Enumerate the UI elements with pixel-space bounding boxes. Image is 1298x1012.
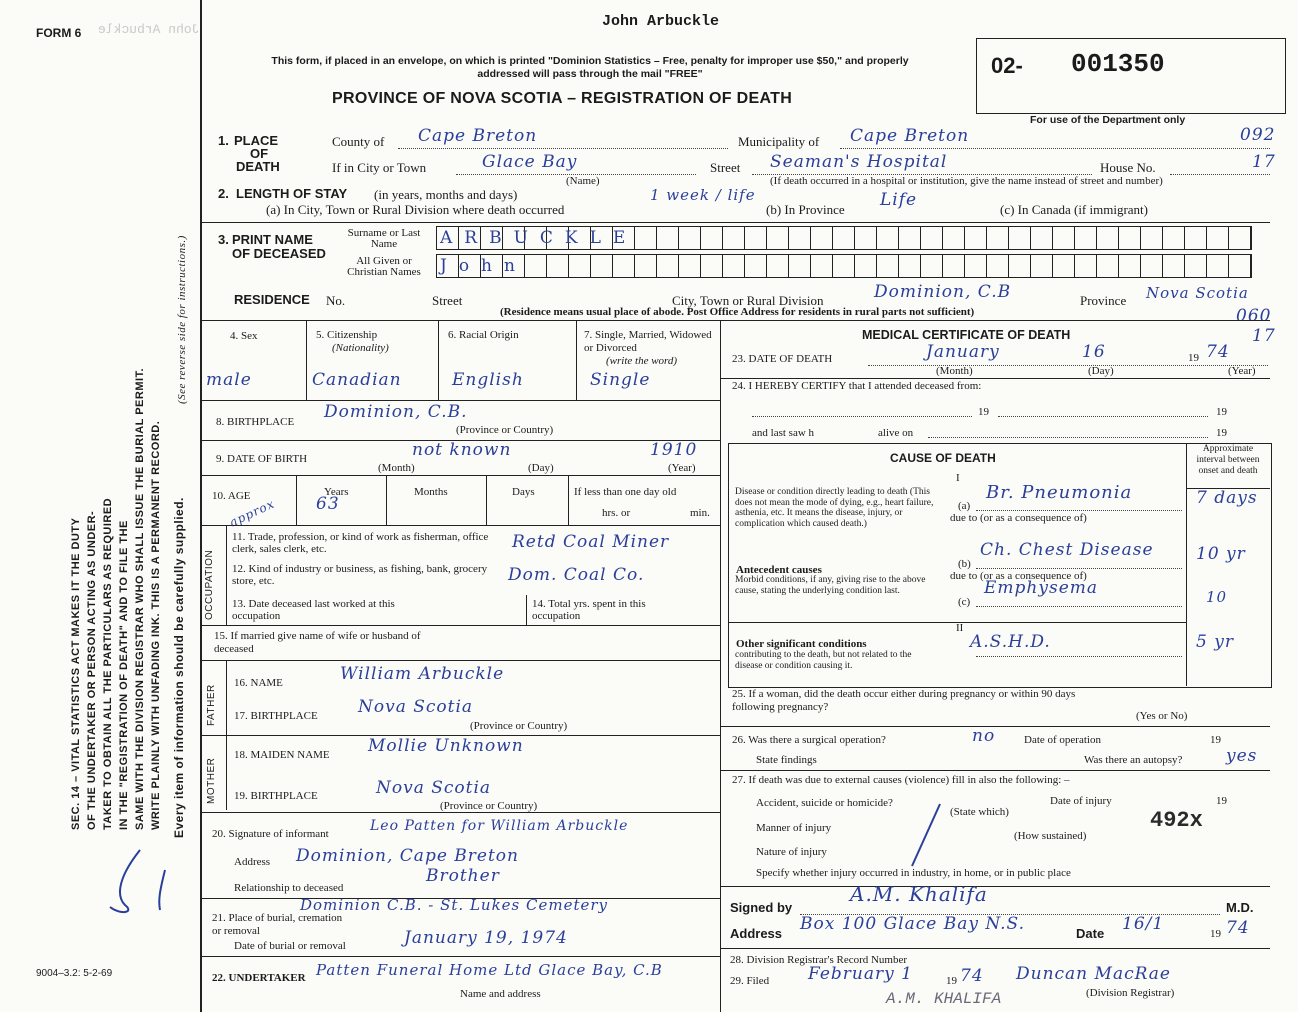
given-label: All Given or Christian Names xyxy=(347,255,421,278)
specify-label: Specify whether injury occurred in industry, in home, or in public place xyxy=(756,867,1071,879)
mother-birthplace-sub: (Province or Country) xyxy=(440,800,538,812)
citizenship-label: 5. Citizenship xyxy=(316,329,378,341)
county-value: Cape Breton xyxy=(418,126,538,146)
due-to-1: due to (or as a consequence of) xyxy=(950,512,1087,524)
place-num: 1. xyxy=(218,133,229,148)
stay-label: LENGTH OF STAY xyxy=(236,186,348,201)
address-value: Box 100 Glace Bay N.S. xyxy=(800,914,1025,934)
main-border xyxy=(200,0,202,1012)
mother-name-label: 18. MAIDEN NAME xyxy=(234,749,330,761)
instructions-note: (See reverse side for instructions.) xyxy=(176,235,188,404)
min-label: min. xyxy=(690,507,710,519)
cause-a-value: Br. Pneumonia xyxy=(986,482,1133,503)
divider xyxy=(200,525,720,526)
death-year-prefix: 19 xyxy=(1188,352,1199,364)
dob-month-sub: (Month) xyxy=(378,462,415,474)
place-label-3: DEATH xyxy=(236,159,280,174)
interval-title: Approximate interval between onset and death xyxy=(1196,444,1260,476)
reg-prefix: 02- xyxy=(991,53,1023,78)
occ-12-label: 12. Kind of industry or business, as fishing, bank, grocery store, etc. xyxy=(232,563,488,587)
occ-12-value: Dom. Coal Co. xyxy=(508,565,645,585)
col-line xyxy=(386,475,387,525)
reg-number: 001350 xyxy=(1071,49,1165,79)
place-label-2: OF xyxy=(250,146,269,161)
date-value: 16/1 xyxy=(1122,914,1165,934)
check-mark xyxy=(900,800,960,870)
col-line xyxy=(438,320,439,400)
last-saw-label: and last saw h xyxy=(752,427,815,439)
col-line xyxy=(568,475,569,525)
years-label: Years xyxy=(324,486,349,498)
dept-use-label: For use of the Department only xyxy=(1030,114,1186,126)
side-line-7: Every item of information should be carefully supplied. xyxy=(172,497,186,838)
record-number-label: 28. Division Registrar's Record Number xyxy=(730,954,908,966)
house-line xyxy=(1170,174,1270,175)
side-line-5: SAME WITH THE DIVISION REGISTRAR WHO SHALL ISSUE THE BURIAL PERMIT. xyxy=(134,367,146,830)
marital-label: 7. Single, Married, Widowed or Divorced xyxy=(584,329,712,354)
side-line-1: SEC. 14 – VITAL STATISTICS ACT MAKES IT THE DUTY xyxy=(70,517,82,830)
informant-label: 20. Signature of informant xyxy=(212,828,329,840)
injury-19: 19 xyxy=(1216,795,1227,807)
col-line xyxy=(576,320,577,400)
informant-address-label: Address xyxy=(234,856,271,868)
yes-no-sub: (Yes or No) xyxy=(1136,710,1188,722)
dob-year-sub: (Year) xyxy=(668,462,696,474)
filed-label: 29. Filed xyxy=(730,975,770,987)
undertaker-label: 22. UNDERTAKER xyxy=(212,972,306,984)
stay-sub: (in years, months and days) xyxy=(374,187,518,202)
divider xyxy=(720,770,1270,771)
cause-line xyxy=(976,510,1182,511)
col-line xyxy=(486,475,487,525)
autopsy-value: yes xyxy=(1226,746,1258,766)
undertaker-sub: Name and address xyxy=(460,988,541,1000)
given-grid xyxy=(436,254,1252,278)
alive-on-label: alive on xyxy=(878,427,914,439)
cause-a-interval: 7 days xyxy=(1196,488,1258,508)
line xyxy=(998,416,1208,417)
occ-11-value: Retd Coal Miner xyxy=(512,532,670,552)
external-causes-label: 27. If death was due to external causes (violence) fill in also the following: – xyxy=(732,774,1070,786)
antecedent-text: Morbid conditions, if any, giving rise to the above cause, stating the underlying condition last. xyxy=(735,575,926,596)
stay-a-value: 1 week / life xyxy=(650,186,756,204)
stay-c-label: (c) In Canada (if immigrant) xyxy=(1000,202,1148,217)
registration-number-box xyxy=(976,38,1286,114)
how-sustained-sub: (How sustained) xyxy=(1014,830,1087,842)
county-line xyxy=(398,148,728,149)
manner-label: Manner of injury xyxy=(756,822,832,834)
accident-label: Accident, suicide or homicide? xyxy=(756,797,893,809)
pregnancy-label: 25. If a woman, did the death occur either during pregnancy or within 90 days following pregnancy? xyxy=(732,688,1076,713)
operation-date-label: Date of operation xyxy=(1024,734,1101,746)
mother-side: MOTHER xyxy=(206,757,217,804)
divider xyxy=(200,956,720,957)
mail-notice: This form, if placed in an envelope, on which is printed "Dominion Statistics – Free, penalty for improper use $50," and properly addressed will pass through the mail "FREE" xyxy=(271,55,909,80)
form-code: 9004–3.2: 5-2-69 xyxy=(36,968,113,979)
medical-title: MEDICAL CERTIFICATE OF DEATH xyxy=(862,328,1071,342)
operation-19: 19 xyxy=(1210,734,1221,746)
col-line xyxy=(306,320,307,400)
mother-name: Mollie Unknown xyxy=(368,736,524,756)
address-label: Address xyxy=(730,926,783,941)
dob-year: 1910 xyxy=(650,440,698,460)
citizenship-value: Canadian xyxy=(312,370,402,390)
burial-place: Dominion C.B. - St. Lukes Cemetery xyxy=(300,896,608,914)
months-label: Months xyxy=(414,486,448,498)
residence-city: Dominion, C.B xyxy=(874,282,1012,302)
name-sublabel: (Name) xyxy=(566,175,600,187)
typed-name: John Arbuckle xyxy=(602,13,720,30)
surgery-label: 26. Was there a surgical operation? xyxy=(732,734,886,746)
dept-code-1: 092 xyxy=(1240,125,1276,145)
cause-line xyxy=(976,606,1182,607)
age-value: 63 xyxy=(316,494,340,514)
divider xyxy=(200,475,720,476)
death-day-sub: (Day) xyxy=(1088,365,1114,377)
name-label-2: OF DECEASED xyxy=(232,246,326,261)
side-line-6: WRITE PLAINLY WITH UNFADING INK. THIS IS A PERMANENT RECORD. xyxy=(150,420,162,830)
residence-note: (Residence means usual place of abode. Post Office Address for residents in rural parts not sufficient) xyxy=(500,306,975,318)
marital-value: Single xyxy=(590,370,651,390)
race-label: 6. Racial Origin xyxy=(448,329,519,341)
antecedent-title: Antecedent causes xyxy=(736,564,822,576)
stay-a-label: (a) In City, Town or Rural Division where death occurred xyxy=(266,202,565,217)
stay-b-value: Life xyxy=(880,190,918,210)
divider xyxy=(720,948,1270,949)
residence-street-label: Street xyxy=(432,293,463,308)
filed-19: 19 xyxy=(946,975,957,987)
other-title: Other significant conditions xyxy=(736,638,867,650)
undertaker-value: Patten Funeral Home Ltd Glace Bay, C.B xyxy=(316,961,663,979)
date-year-prefix: 19 xyxy=(1210,928,1221,940)
father-name: William Arbuckle xyxy=(340,664,505,684)
residence-province: Nova Scotia xyxy=(1146,284,1249,302)
death-month-sub: (Month) xyxy=(936,365,973,377)
less-day-label: If less than one day old xyxy=(574,486,677,498)
faded-stamp: John Arbuckle xyxy=(98,22,200,37)
cause-b-label: (b) xyxy=(958,558,971,570)
informant-signature: Leo Patten for William Arbuckle xyxy=(370,818,629,834)
age-label: 10. AGE xyxy=(212,490,251,502)
side-line-3: TAKER TO OBTAIN ALL THE PARTICULARS AS REQUIRED xyxy=(102,497,114,830)
stay-b-label: (b) In Province xyxy=(766,202,845,217)
form-number: FORM 6 xyxy=(36,26,82,40)
other-text: contributing to the death, but not related to the disease or condition causing it. xyxy=(735,650,912,671)
date-year: 74 xyxy=(1226,918,1250,938)
sex-value: male xyxy=(206,370,252,390)
divider xyxy=(200,625,720,626)
date-of-death-label: 23. DATE OF DEATH xyxy=(732,353,833,365)
burial-place-label: 21. Place of burial, cremation or removal xyxy=(212,912,343,937)
death-month: January xyxy=(926,342,1000,362)
sex-label: 4. Sex xyxy=(230,330,258,342)
occ-13-label: 13. Date deceased last worked at this occupation xyxy=(232,598,395,622)
filed-value: February 1 xyxy=(808,964,913,984)
certify-19c: 19 xyxy=(1216,427,1227,439)
given-value: John xyxy=(440,256,527,276)
md-label: M.D. xyxy=(1226,900,1254,915)
registrar-sub: (Division Registrar) xyxy=(1086,987,1175,999)
dod-line xyxy=(868,365,1268,366)
line xyxy=(752,416,972,417)
father-birthplace: Nova Scotia xyxy=(358,697,474,717)
spouse-label: 15. If married give name of wife or husband of deceased xyxy=(214,630,421,655)
burial-date: January 19, 1974 xyxy=(404,928,568,948)
side-line-4: IN THE "REGISTRATION OF DEATH" AND TO FILE THE xyxy=(118,520,130,830)
cause-b-value: Ch. Chest Disease xyxy=(980,540,1154,560)
certify-19a: 19 xyxy=(978,406,989,418)
dept-code-2: 17 xyxy=(1252,152,1276,172)
death-day: 16 xyxy=(1082,342,1106,362)
informant-address: Dominion, Cape Breton xyxy=(296,846,519,866)
cause-line xyxy=(976,568,1182,569)
hrs-label: hrs. or xyxy=(602,507,631,519)
findings-label: State findings xyxy=(756,754,817,766)
race-value: English xyxy=(452,370,524,390)
street-label: Street xyxy=(710,160,741,175)
stay-num: 2. xyxy=(218,186,229,201)
nature-label: Nature of injury xyxy=(756,846,827,858)
cause-c-label: (c) xyxy=(958,596,971,608)
interval-divider xyxy=(1186,443,1187,686)
state-which-sub: (State which) xyxy=(950,806,1009,818)
date-label: Date xyxy=(1076,926,1105,941)
autopsy-label: Was there an autopsy? xyxy=(1084,754,1183,766)
filed-year: 74 xyxy=(960,966,984,986)
other-interval: 5 yr xyxy=(1196,632,1234,652)
roman-ii: II xyxy=(956,622,964,634)
signed-label: Signed by xyxy=(730,900,793,915)
cause-c-interval: 10 xyxy=(1206,588,1228,606)
county-label: County of xyxy=(332,134,385,149)
street-value: Seaman's Hospital xyxy=(770,152,948,172)
divider xyxy=(200,812,720,813)
divider xyxy=(200,400,720,401)
divider xyxy=(200,222,1270,223)
signed-value: A.M. Khalifa xyxy=(850,882,988,906)
col-line xyxy=(226,525,227,625)
cause-b-interval: 10 yr xyxy=(1196,544,1246,564)
father-birthplace-label: 17. BIRTHPLACE xyxy=(234,710,318,722)
relationship-value: Brother xyxy=(426,866,500,886)
divider xyxy=(200,320,1270,321)
age-note: approx xyxy=(227,496,277,530)
surname-label: Surname or Last Name xyxy=(347,227,421,250)
dob-label: 9. DATE OF BIRTH xyxy=(216,453,308,465)
registrar-signature: Duncan MacRae xyxy=(1016,964,1171,984)
days-label: Days xyxy=(512,486,535,498)
dob-day-sub: (Day) xyxy=(528,462,554,474)
dept-code-3: 060 xyxy=(1236,306,1272,326)
city-label: If in City or Town xyxy=(332,160,427,175)
father-birthplace-sub: (Province or Country) xyxy=(470,720,568,732)
residence-province-label: Province xyxy=(1080,293,1127,308)
marital-sub: (write the word) xyxy=(606,355,678,367)
occupation-side: OCCUPATION xyxy=(204,549,215,620)
surgery-value: no xyxy=(972,726,996,746)
house-label: House No. xyxy=(1100,160,1156,175)
occ-11-label: 11. Trade, profession, or kind of work as fisherman, office clerk, sales clerk, etc. xyxy=(232,531,489,555)
column-divider xyxy=(720,320,721,1012)
cause-a-label: (a) xyxy=(958,500,971,512)
line xyxy=(928,437,1208,438)
name-num: 3. xyxy=(218,232,229,247)
place-label-1: PLACE xyxy=(234,133,279,148)
certify-label: 24. I HEREBY CERTIFY that I attended deceased from: xyxy=(732,380,982,392)
stamp-number: 492x xyxy=(1150,808,1203,833)
bottom-stamp: A.M. KHALIFA xyxy=(886,990,1002,1008)
muni-line xyxy=(840,148,1270,149)
margin-scribble xyxy=(100,845,195,920)
surname-value: ARBUCKLE xyxy=(440,228,638,248)
disease-text: Disease or condition directly leading to death (This does not mean the mode of dying, e.g., heart failure, asthenia, etc. It means the disease, injury, or complication which caused death.) xyxy=(735,487,934,529)
roman-i: I xyxy=(956,472,960,484)
city-value: Glace Bay xyxy=(482,152,578,172)
mother-birthplace: Nova Scotia xyxy=(376,778,492,798)
cause-title: CAUSE OF DEATH xyxy=(890,451,996,465)
occ-14-label: 14. Total yrs. spent in this occupation xyxy=(532,598,646,622)
residence-no-label: No. xyxy=(326,293,346,308)
birthplace-value: Dominion, C.B. xyxy=(324,402,468,422)
residence-city-label: City, Town or Rural Division xyxy=(672,293,824,308)
col-line xyxy=(296,475,297,525)
father-side: FATHER xyxy=(206,684,217,726)
residence-label: RESIDENCE xyxy=(234,292,310,307)
birthplace-sub: (Province or Country) xyxy=(456,424,554,436)
other-value: A.S.H.D. xyxy=(970,632,1051,652)
name-label-1: PRINT NAME xyxy=(232,232,313,247)
divider xyxy=(200,660,720,661)
injury-date-label: Date of injury xyxy=(1050,795,1112,807)
death-year: 74 xyxy=(1206,342,1230,362)
burial-date-label: Date of burial or removal xyxy=(234,940,346,952)
death-year-sub: (Year) xyxy=(1228,365,1256,377)
citizenship-sub: (Nationality) xyxy=(332,342,389,354)
col-line xyxy=(526,595,527,625)
mother-birthplace-label: 19. BIRTHPLACE xyxy=(234,790,318,802)
side-line-2: OF THE UNDERTAKER OR PERSON ACTING AS UNDER- xyxy=(86,510,98,830)
divider xyxy=(720,378,1270,379)
muni-value: Cape Breton xyxy=(850,126,970,146)
cause-c-value: Emphysema xyxy=(984,578,1099,598)
form-title: PROVINCE OF NOVA SCOTIA – REGISTRATION OF DEATH xyxy=(332,90,793,107)
divider xyxy=(720,886,1270,887)
father-name-label: 16. NAME xyxy=(234,677,283,689)
muni-label: Municipality of xyxy=(738,134,820,149)
relationship-label: Relationship to deceased xyxy=(234,882,344,894)
certify-19b: 19 xyxy=(1216,406,1227,418)
due-to-2: due to (or as a consequence of) xyxy=(950,570,1087,582)
cause-line xyxy=(976,656,1182,657)
dept-code-4: 17 xyxy=(1252,326,1276,346)
dob-value: not known xyxy=(412,440,512,460)
hospital-note: (If death occurred in a hospital or institution, give the name instead of street and number) xyxy=(770,175,1163,187)
birthplace-label: 8. BIRTHPLACE xyxy=(216,416,295,428)
